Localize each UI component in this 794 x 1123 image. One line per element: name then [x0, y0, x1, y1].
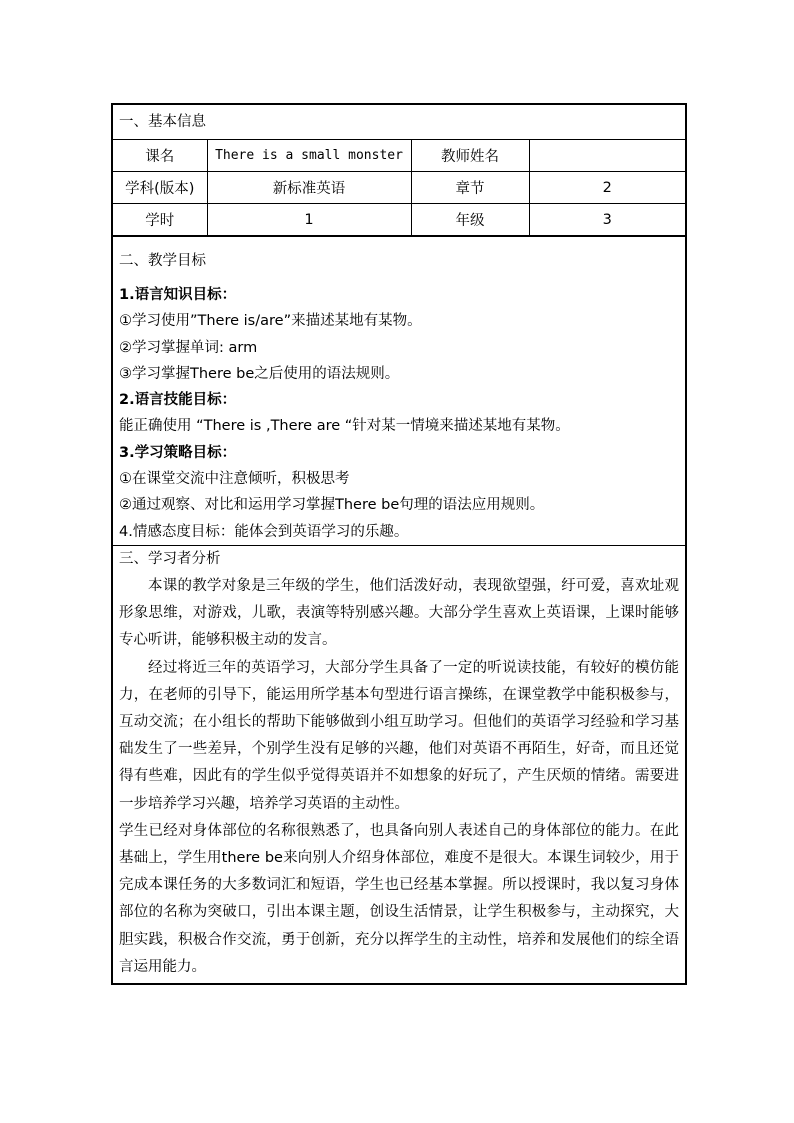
- learner-analysis-section: [113, 545, 685, 983]
- objectives-heading: 二、教学目标: [119, 253, 206, 269]
- objective-line: 1.语言知识目标：: [119, 287, 237, 303]
- course-name-value: There is a small monster: [207, 140, 411, 172]
- objective-line: ②学习掌握单词: arm: [119, 339, 258, 356]
- class-hours-value: 1: [207, 204, 411, 236]
- objectives-section: [113, 236, 685, 545]
- subject-label: 学科(版本): [113, 172, 207, 204]
- basic-info-heading: 一、基本信息: [113, 105, 685, 140]
- analysis-paragraph: 学生已经对身体部位的名称很熟悉了，也具备向别人表述自己的身体部位的能力。在此基础上，学生用there be来向别人介绍身体部位，难度不是很大。本课生词较少，用于完成本课任务的大多数词汇和短语，学生也已经基本掌握。所以授课时，我以复习身体部位的名称为突破口，引出本课主题，创设生活情景，让学生积极参与，主动探究，大胆实践，积极合作交流，勇于创新，充分以挥学生的主动性，培养和发展他们的综全语言运用能力。: [119, 822, 679, 975]
- table-row: [113, 172, 685, 204]
- table-row: [113, 140, 685, 172]
- lesson-plan-table: [111, 103, 687, 985]
- objective-line: ①在课堂交流中注意倾听，积极思考: [119, 471, 350, 488]
- class-hours-label: 学时: [113, 204, 207, 236]
- table-row: [113, 204, 685, 236]
- objective-line: 2.语言技能目标：: [119, 392, 237, 409]
- analysis-heading: 三、学习者分析: [119, 550, 221, 567]
- objective-line: 能正确使用 “There is ,There are “针对某一情境来描述某地有某物。: [119, 418, 570, 435]
- objective-line: ①学习使用”There is/are”来描述某地有某物。: [119, 313, 422, 330]
- teacher-name-value: [529, 140, 685, 172]
- objective-line: 3.学习策略目标：: [119, 444, 237, 461]
- analysis-paragraph: 本课的教学对象是三年级的学生，他们活泼好动，表现欲望强，纡可爱，喜欢址观形象思维，对游戏，儿歌，表演等特别感兴趣。大部分学生喜欢上英语课，上课时能够专心听讲，能够积极主动的发言。: [119, 577, 679, 649]
- chapter-label: 章节: [411, 172, 529, 204]
- grade-label: 年级: [411, 204, 529, 236]
- analysis-paragraph: 经过将近三年的英语学习，大部分学生具备了一定的听说读技能，有较好的模仿能力，在老师的引导下，能运用所学基本句型进行语言操练，在课堂教学中能积极参与，互动交流；在小组长的帮助下能够做到小组互助学习。但他们的英语学习经验和学习基础发生了一些差异，个别学生没有足够的兴趣，他们对英语不再陌生，好奇，而且还觉得有些难，因此有的学生似乎觉得英语并不如想象的好玩了，产生厌烦的情绪。需要进一步培养学习兴趣，培养学习英语的主动性。: [119, 659, 679, 812]
- objective-line: 4.情感态度目标：能体会到英语学习的乐趣。: [119, 523, 409, 540]
- basic-info-table: [113, 140, 685, 236]
- course-name-label: 课名: [113, 140, 207, 172]
- objective-line: ③学习掌握There be之后使用的语法规则。: [119, 365, 400, 382]
- chapter-value: 2: [529, 172, 685, 204]
- grade-value: 3: [529, 204, 685, 236]
- teacher-name-label: 教师姓名: [411, 140, 529, 172]
- subject-value: 新标准英语: [207, 172, 411, 204]
- objective-line: ②通过观察、对比和运用学习掌握There be句理的语法应用规则。: [119, 497, 545, 514]
